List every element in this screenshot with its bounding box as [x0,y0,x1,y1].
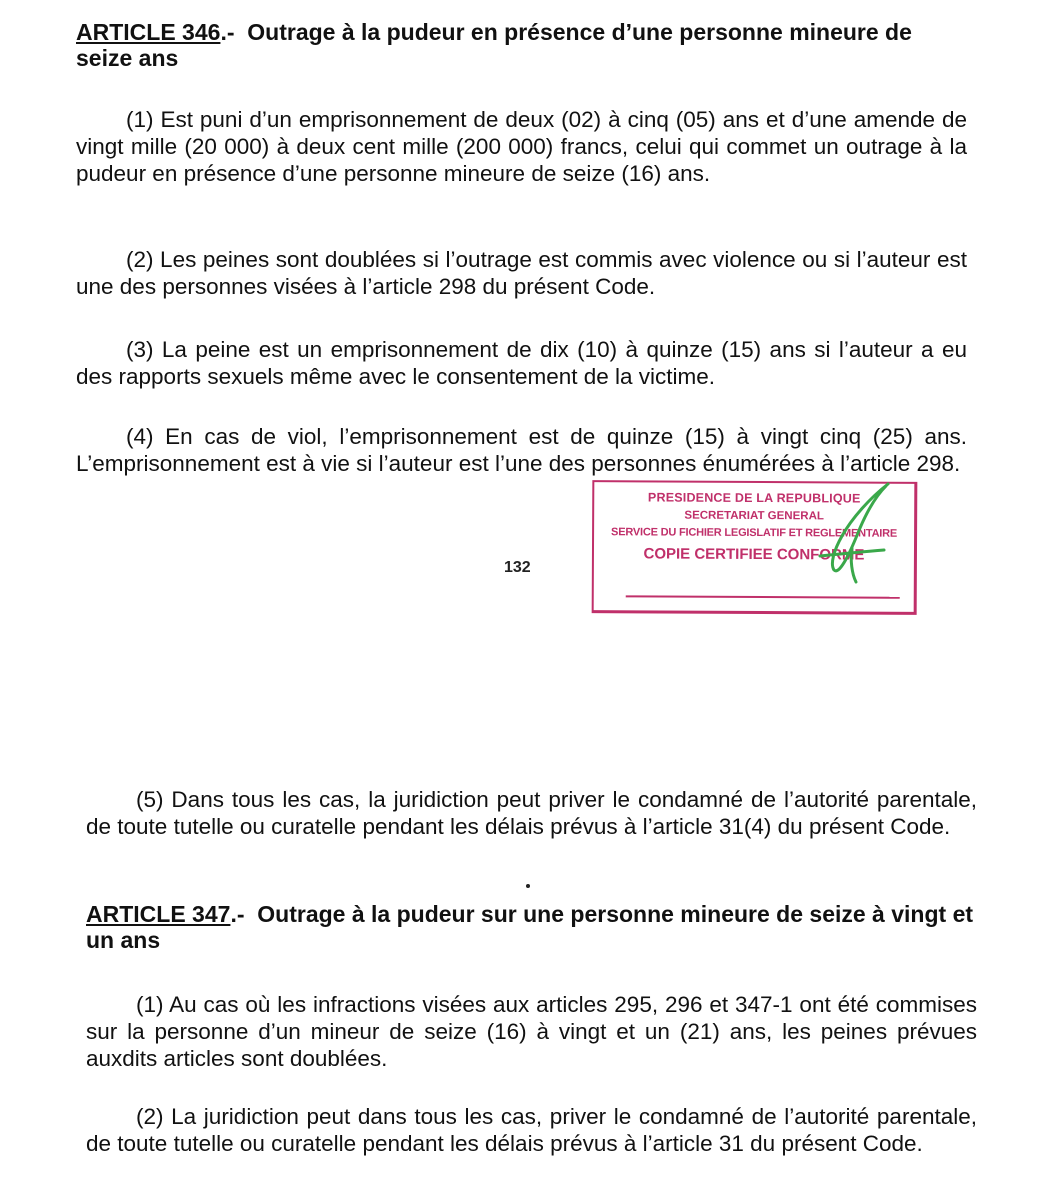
article-347-title [86,901,978,953]
stamp-line-secretariat: SECRETARIAT GENERAL [684,509,824,523]
article-347-paragraph-1: (1) Au cas où les infractions visées aux articles 295, 296 et 347-1 ont été commises sur la personne d’un mineur de seize (16) à vingt et un (21) ans, les peines prévues auxdits articles sont doublées. [86,992,977,1071]
article-347-number: ARTICLE 347 [86,901,231,927]
handwritten-signature [760,478,900,588]
article-346-paragraph-1: (1) Est puni d’un emprisonnement de deux (02) à cinq (05) ans et d’une amende de vingt mille (20 000) à deux cent mille (200 000) francs, celui qui commet un outrage à la pudeur en présence d’une personne mineure de seize (16) ans. [76,107,967,186]
article-347-paragraph-2: (2) La juridiction peut dans tous les cas, priver le condamné de l’autorité parentale, de toute tutelle ou curatelle pendant les délais prévus à l’article 31 du présent Code. [86,1104,977,1156]
article-347-heading: Outrage à la pudeur sur une personne mineure de seize à vingt et un ans [86,901,974,953]
stray-mark [526,884,530,888]
article-346-title [76,19,968,71]
article-346-heading: Outrage à la pudeur en présence d’une personne mineure de seize ans [76,19,912,71]
article-346-separator: .- [220,19,235,45]
article-346-paragraph-2: (2) Les peines sont doublées si l’outrage est commis avec violence ou si l’auteur est une des personnes visées à l’article 298 du présent Code. [76,247,967,299]
article-346-paragraph-3: (3) La peine est un emprisonnement de dix (10) à quinze (15) ans si l’auteur a eu des rapports sexuels même avec le consentement de la victime. [76,337,967,389]
stamp-signature-line [626,595,900,598]
stamp-line-service: SERVICE DU FICHIER LEGISLATIF ET REGLEMENTAIRE [611,526,898,540]
stamp-line-copie: COPIE CERTIFIEE CONFORME [643,545,865,564]
article-346-paragraph-5: (5) Dans tous les cas, la juridiction peut priver le condamné de l’autorité parentale, de toute tutelle ou curatelle pendant les délais prévus à l’article 31(4) du présent Code. [86,787,977,839]
article-346-number: ARTICLE 346 [76,19,221,45]
article-347-separator: .- [230,901,245,927]
stamp-line-presidence: PRESIDENCE DE LA REPUBLIQUE [647,490,861,506]
article-346-paragraph-4: (4) En cas de viol, l’emprisonnement est de quinze (15) à vingt cinq (25) ans. L’emprisonnement est à vie si l’auteur est l’une des personnes énumérées à l’article 298. [76,424,967,476]
page-number: 132 [504,559,531,576]
